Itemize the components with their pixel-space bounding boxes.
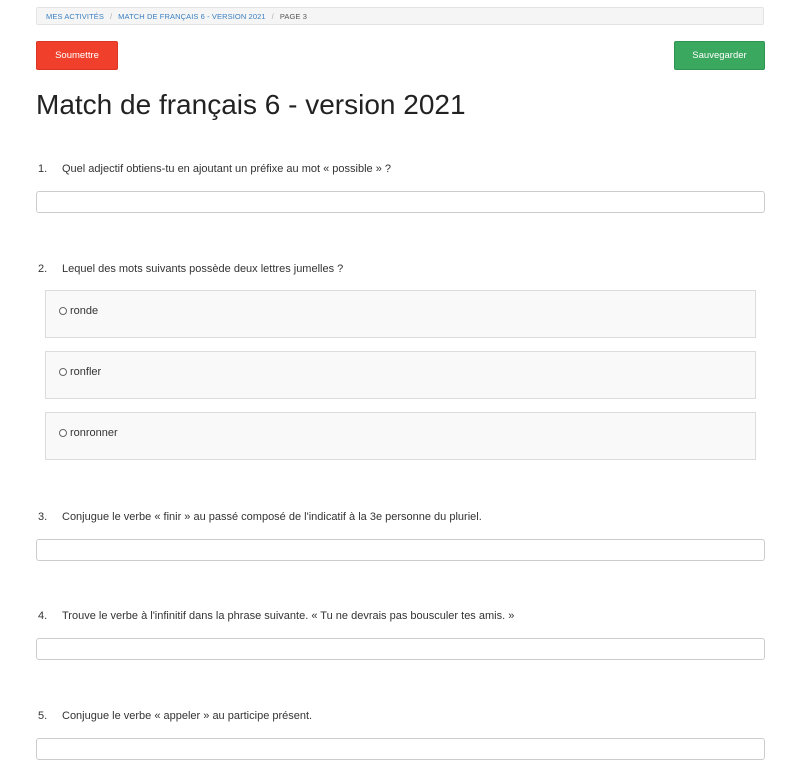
- question-1: [38, 163, 391, 175]
- question-3: [38, 511, 482, 523]
- question-text: Lequel des mots suivants possède deux lettres jumelles ?: [62, 263, 344, 275]
- breadcrumb-link-match[interactable]: MATCH DE FRANÇAIS 6 - VERSION 2021: [118, 11, 266, 21]
- page-title: Match de français 6 - version 2021: [36, 89, 466, 120]
- option-label: ronde: [70, 305, 99, 317]
- option-ronronner[interactable]: [45, 412, 756, 460]
- breadcrumb: [36, 7, 764, 25]
- question-5: [38, 710, 312, 722]
- question-4: [38, 610, 514, 622]
- answer-input-1[interactable]: [36, 191, 765, 213]
- question-text: Trouve le verbe à l'infinitif dans la phrase suivante. « Tu ne devrais pas bousculer tes amis. »: [62, 610, 515, 622]
- option-label: ronfler: [70, 366, 102, 378]
- breadcrumb-separator: /: [271, 11, 274, 21]
- answer-input-5[interactable]: [36, 738, 765, 760]
- breadcrumb-link-activities[interactable]: MES ACTIVITÉS: [46, 11, 104, 21]
- answer-input-3[interactable]: [36, 539, 765, 561]
- question-text: Conjugue le verbe « finir » au passé composé de l'indicatif à la 3e personne du pluriel.: [62, 511, 482, 523]
- question-number: 1.: [38, 163, 48, 175]
- answer-input-4[interactable]: [36, 638, 765, 660]
- question-text: Quel adjectif obtiens-tu en ajoutant un préfixe au mot « possible » ?: [62, 163, 391, 175]
- question-number: 3.: [38, 511, 48, 523]
- save-button[interactable]: Sauvegarder: [674, 41, 765, 70]
- breadcrumb-current-page: PAGE 3: [279, 11, 307, 21]
- question-number: 5.: [38, 710, 48, 722]
- radio-button[interactable]: [59, 368, 67, 376]
- radio-button[interactable]: [59, 307, 67, 315]
- option-ronfler[interactable]: [45, 351, 756, 399]
- question-2: [38, 263, 343, 275]
- question-text: Conjugue le verbe « appeler » au participe présent.: [62, 710, 313, 722]
- question-number: 4.: [38, 610, 48, 622]
- submit-button[interactable]: Soumettre: [36, 41, 118, 70]
- option-label: ronronner: [70, 427, 118, 439]
- radio-button[interactable]: [59, 429, 67, 437]
- question-number: 2.: [38, 263, 48, 275]
- option-ronde[interactable]: [45, 290, 756, 338]
- breadcrumb-separator: /: [109, 11, 113, 21]
